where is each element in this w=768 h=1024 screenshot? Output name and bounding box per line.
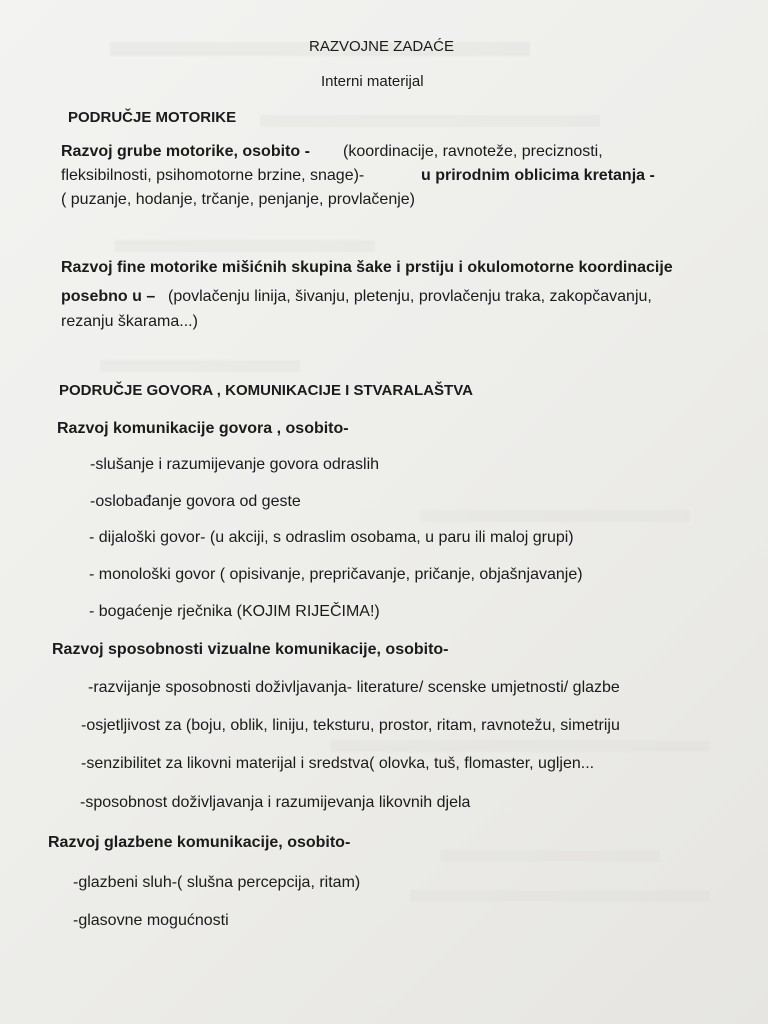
fine-motor-label: posebno u – <box>61 288 156 305</box>
subsection-label: Razvoj komunikacije govora , osobito- <box>57 420 349 437</box>
gross-motor-label: Razvoj grube motorike, osobito - <box>61 143 310 160</box>
bleed-through <box>440 850 660 862</box>
subsection-label: Razvoj glazbene komunikacije, osobito- <box>48 834 351 851</box>
bleed-through <box>115 240 375 252</box>
bleed-through <box>100 360 300 372</box>
list-item: - monološki govor ( opisivanje, prepričavanje, pričanje, objašnjavanje) <box>89 566 583 583</box>
bleed-through <box>330 740 710 752</box>
list-item: - dijaloški govor- (u akciji, s odraslim osobama, u paru ili maloj grupi) <box>89 529 574 546</box>
list-item: -sposobnost doživljavanja i razumijevanja likovnih djela <box>80 794 471 811</box>
list-item: -osjetljivost za (boju, oblik, liniju, teksturu, prostor, ritam, ravnotežu, simetriju <box>81 717 620 734</box>
list-item: -slušanje i razumijevanje govora odraslih <box>90 456 380 473</box>
gross-motor-text: ( puzanje, hodanje, trčanje, penjanje, provlačenje) <box>61 191 416 208</box>
gross-motor-label: u prirodnim oblicima kretanja - <box>421 167 655 184</box>
bleed-through <box>410 890 710 902</box>
bleed-through <box>420 510 690 522</box>
fine-motor-text: rezanju škarama...) <box>61 313 198 330</box>
gross-motor-text: fleksibilnosti, psihomotorne brzine, snage)- <box>61 167 365 184</box>
subsection-label: Razvoj sposobnosti vizualne komunikacije, osobito- <box>52 641 449 658</box>
page-title: RAZVOJNE ZADAĆE <box>309 38 455 55</box>
list-item: -glazbeni sluh-( slušna percepcija, ritam) <box>73 874 361 891</box>
list-item: -razvijanje sposobnosti doživljavanja- literature/ scenske umjetnosti/ glazbe <box>88 679 620 696</box>
bleed-through <box>260 115 600 127</box>
list-item: -oslobađanje govora od geste <box>90 493 301 510</box>
page-subtitle: Interni materijal <box>321 73 424 90</box>
list-item: -senzibilitet za likovni materijal i sredstva( olovka, tuš, flomaster, ugljen... <box>81 755 595 772</box>
section-heading-govor: PODRUČJE GOVORA , KOMUNIKACIJE I STVARALAŠTVA <box>59 382 473 399</box>
list-item: - bogaćenje rječnika (KOJIM RIJEČIMA!) <box>89 603 380 620</box>
fine-motor-label: Razvoj fine motorike mišićnih skupina šake i prstiju i okulomotorne koordinacije <box>61 259 673 276</box>
section-heading-motorika: PODRUČJE MOTORIKE <box>68 109 237 126</box>
list-item: -glasovne mogućnosti <box>73 912 229 929</box>
fine-motor-text: (povlačenju linija, šivanju, pletenju, provlačenju traka, zakopčavanju, <box>168 288 652 305</box>
gross-motor-text: (koordinacije, ravnoteže, preciznosti, <box>343 143 603 160</box>
